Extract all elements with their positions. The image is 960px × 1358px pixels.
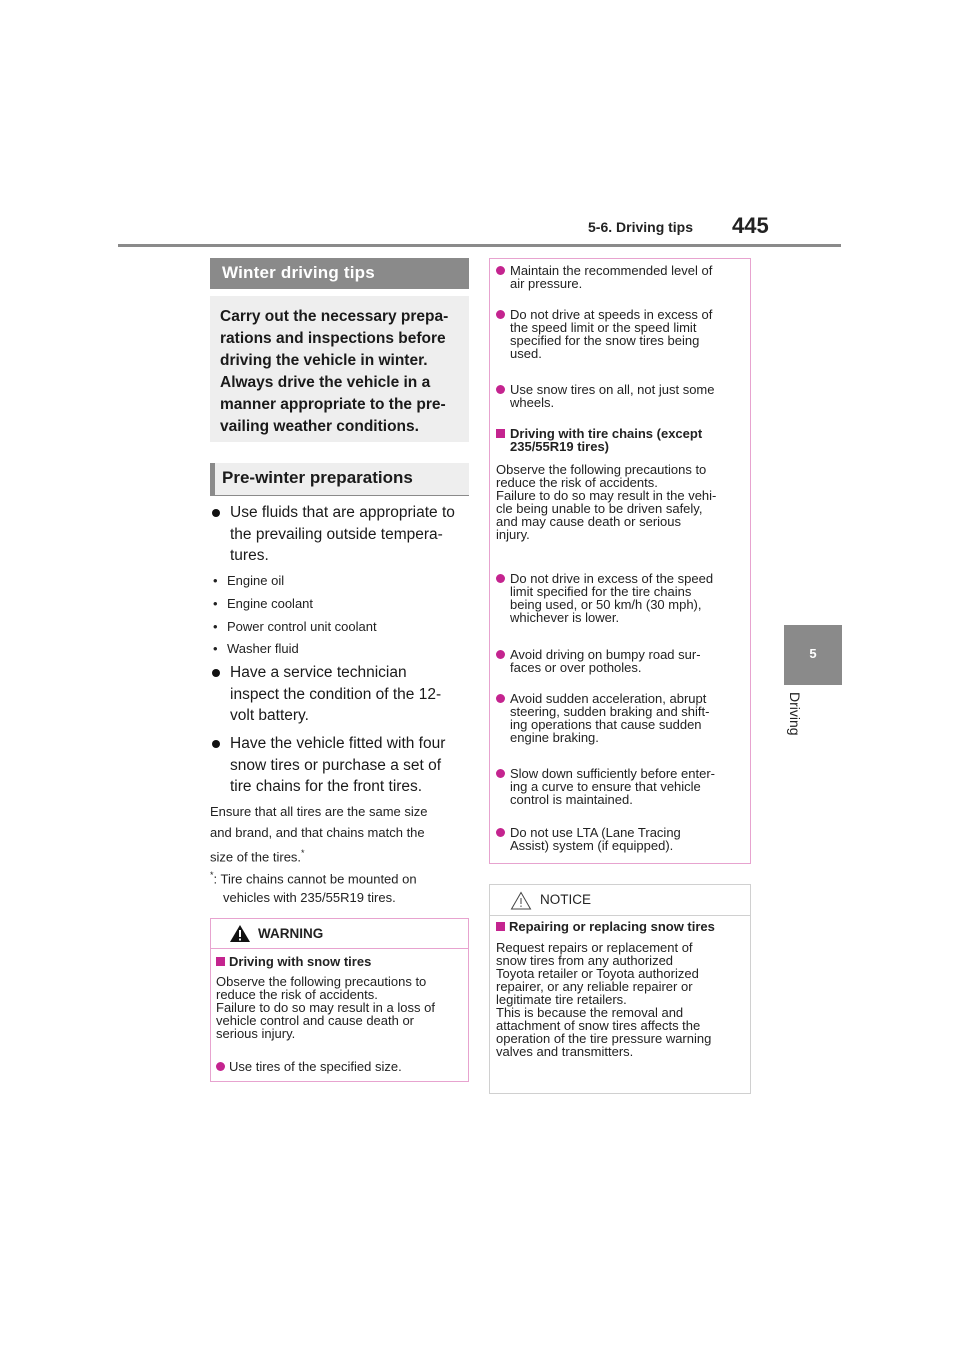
notice-body-line: valves and transmitters. xyxy=(496,1044,634,1059)
intro-box xyxy=(210,296,469,442)
warning-item-text: Use tires of the specified size. xyxy=(229,1059,402,1074)
item-line: steering, sudden braking and shift- xyxy=(510,704,710,719)
item-line: Assist) system (if equipped). xyxy=(510,838,674,853)
fluid-text: Engine coolant xyxy=(227,596,314,611)
item-line: wheels. xyxy=(510,395,555,410)
warning-continuation-box xyxy=(489,258,751,864)
bullet-dot-icon xyxy=(212,669,220,677)
body-line: reduce the risk of accidents. xyxy=(496,475,658,490)
bullet-battery xyxy=(212,662,468,728)
bullet-line: Have the vehicle fitted with four xyxy=(230,735,446,752)
body-line: Failure to do so may result in the vehi- xyxy=(496,488,717,503)
intro-line: driving the vehicle in winter. xyxy=(220,352,428,369)
fluid-text: Power control unit coolant xyxy=(227,619,377,634)
item-line: Use snow tires on all, not just some xyxy=(510,382,715,397)
item-line: Avoid sudden acceleration, abrupt xyxy=(510,691,707,706)
chapter-tab-label: Driving xyxy=(787,692,803,736)
body-line: injury. xyxy=(496,527,530,542)
dot-marker-icon xyxy=(496,769,505,778)
item-line: engine braking. xyxy=(510,730,599,745)
paragraph-line xyxy=(210,843,468,867)
subsection-title-text: Pre-winter preparations xyxy=(222,468,413,487)
warning-body-line: reduce the risk of accidents. xyxy=(216,987,378,1002)
fluid-text: Engine oil xyxy=(227,573,285,588)
chapter-tab-number: 5 xyxy=(809,646,817,661)
header-rule xyxy=(118,244,841,247)
bullet-line: inspect the condition of the 12- xyxy=(230,685,442,703)
warning-header xyxy=(211,919,468,949)
dot-marker-icon xyxy=(496,650,505,659)
body-line: and may cause death or serious xyxy=(496,514,681,529)
item-line: whichever is lower. xyxy=(510,610,620,625)
footnote-line: vehicles with 235/55R19 tires. xyxy=(223,890,396,906)
notice-header xyxy=(490,885,750,916)
warning-heading-text: Driving with snow tires xyxy=(229,954,372,969)
warning-body-line: serious injury. xyxy=(216,1026,296,1041)
item-line: Do not drive in excess of the speed xyxy=(510,571,714,586)
item-line: ing operations that cause sudden xyxy=(510,717,702,732)
notice-body-line: attachment of snow tires affects the xyxy=(496,1018,701,1033)
warning-triangle-icon xyxy=(229,924,251,943)
warning-body-line: vehicle control and cause death or xyxy=(216,1013,415,1028)
intro-line: Always drive the vehicle in a xyxy=(220,374,431,391)
warning-body xyxy=(216,975,464,1040)
intro-text xyxy=(220,306,465,438)
notice-heading xyxy=(496,920,715,933)
intro-line: vailing weather conditions. xyxy=(220,418,419,435)
item-line: Do not use LTA (Lane Tracing xyxy=(510,825,681,840)
item-line: limit specified for the tire chains xyxy=(510,584,692,599)
item-line: being used, or 50 km/h (30 mph), xyxy=(510,597,702,612)
item-line: ing a curve to ensure that vehicle xyxy=(510,779,701,794)
item-line: Do not drive at speeds in excess of xyxy=(510,307,713,322)
item-line: faces or over potholes. xyxy=(510,660,642,675)
warning-heading xyxy=(216,954,371,969)
fluid-item: • Washer fluid xyxy=(213,641,299,656)
notice-body-line: Toyota retailer or Toyota authorized xyxy=(496,966,699,981)
bullet-text xyxy=(230,502,455,567)
dot-marker-icon xyxy=(216,1062,225,1071)
bullet-dot-icon xyxy=(212,509,220,517)
intro-line: rations and inspections before xyxy=(220,330,446,347)
item-line: Slow down sufficiently before enter- xyxy=(510,766,715,781)
paragraph-line: Ensure that all tires are the same size xyxy=(210,804,428,819)
item-line: used. xyxy=(510,346,542,361)
fluid-item: • Power control unit coolant xyxy=(213,619,377,634)
warning-body-line: Observe the following precautions to xyxy=(216,974,427,989)
intro-line: Carry out the necessary prepa- xyxy=(220,308,449,325)
item-line: Maintain the recommended level of xyxy=(510,263,713,278)
bullet-line: tire chains for the front tires. xyxy=(230,778,423,795)
page-number: 445 xyxy=(732,213,769,238)
dot-marker-icon xyxy=(496,385,505,394)
dot-marker-icon xyxy=(496,694,505,703)
notice-body-line: operation of the tire pressure warning xyxy=(496,1031,712,1046)
footnote-line xyxy=(210,866,468,888)
chains-body xyxy=(496,463,746,541)
notice-body-line: repairer, or any reliable repairer or xyxy=(496,979,693,994)
bullet-line: tures. xyxy=(230,547,269,564)
paragraph-line: and brand, and that chains match the xyxy=(210,825,425,840)
item-line: specified for the snow tires being xyxy=(510,333,700,348)
notice-box xyxy=(489,884,751,1094)
notice-body-line: snow tires from any authorized xyxy=(496,953,674,968)
footnote-text: : Tire chains cannot be mounted on xyxy=(213,871,417,887)
bullet-line: the prevailing outside tempera- xyxy=(230,525,443,543)
bullet-fluids xyxy=(212,502,468,568)
warning-item xyxy=(216,1060,402,1073)
notice-body-line: legitimate tire retailers. xyxy=(496,992,627,1007)
bullet-text xyxy=(230,733,445,798)
section-title-text: Winter driving tips xyxy=(222,263,375,282)
item-line: Avoid driving on bumpy road sur- xyxy=(510,647,701,662)
notice-body xyxy=(496,941,746,1058)
heading-line: Driving with tire chains (except xyxy=(510,426,703,441)
footnote-ref: * xyxy=(301,848,305,858)
square-marker-icon xyxy=(216,957,225,966)
fluid-text: Washer fluid xyxy=(227,641,299,656)
bullet-line: Use fluids that are appropriate to xyxy=(230,504,455,521)
dot-marker-icon xyxy=(496,828,505,837)
item-line: control is maintained. xyxy=(510,792,633,807)
fluid-item: • Engine oil xyxy=(213,573,285,588)
intro-line: manner appropriate to the pre- xyxy=(220,396,446,413)
section-title xyxy=(210,258,469,289)
ensure-paragraph xyxy=(210,801,468,867)
paragraph-line-text: size of the tires. xyxy=(210,849,302,865)
warning-body-line: Failure to do so may result in a loss of xyxy=(216,1000,435,1015)
bullet-line: volt battery. xyxy=(230,707,309,724)
fluid-item: • Engine coolant xyxy=(213,596,314,611)
warning-box xyxy=(210,918,469,1082)
square-marker-icon xyxy=(496,429,505,438)
notice-heading-text: Repairing or replacing snow tires xyxy=(509,919,715,934)
body-line: Observe the following precautions to xyxy=(496,462,707,477)
body-line: cle being unable to be driven safely, xyxy=(496,501,703,516)
bullet-text xyxy=(230,662,441,727)
heading-line: 235/55R19 tires) xyxy=(510,439,610,454)
warning-label: WARNING xyxy=(258,926,324,941)
subsection-title xyxy=(210,463,469,496)
item-line: air pressure. xyxy=(510,276,583,291)
item-line: the speed limit or the speed limit xyxy=(510,320,697,335)
footnote xyxy=(210,866,468,907)
notice-triangle-icon xyxy=(510,891,532,910)
dot-marker-icon xyxy=(496,310,505,319)
dot-marker-icon xyxy=(496,266,505,275)
bullet-snow-tires xyxy=(212,733,468,799)
bullet-line: Have a service technician xyxy=(230,664,407,681)
bullet-line: snow tires or purchase a set of xyxy=(230,756,442,774)
square-marker-icon xyxy=(496,922,505,931)
section-label: 5-6. Driving tips xyxy=(588,219,694,235)
notice-body-line: This is because the removal and xyxy=(496,1005,684,1020)
dot-marker-icon xyxy=(496,574,505,583)
bullet-dot-icon xyxy=(212,740,220,748)
footnote-mark: * xyxy=(210,870,214,880)
subsection-bar xyxy=(210,463,215,495)
notice-body-line: Request repairs or replacement of xyxy=(496,940,693,955)
notice-label: NOTICE xyxy=(540,892,592,907)
